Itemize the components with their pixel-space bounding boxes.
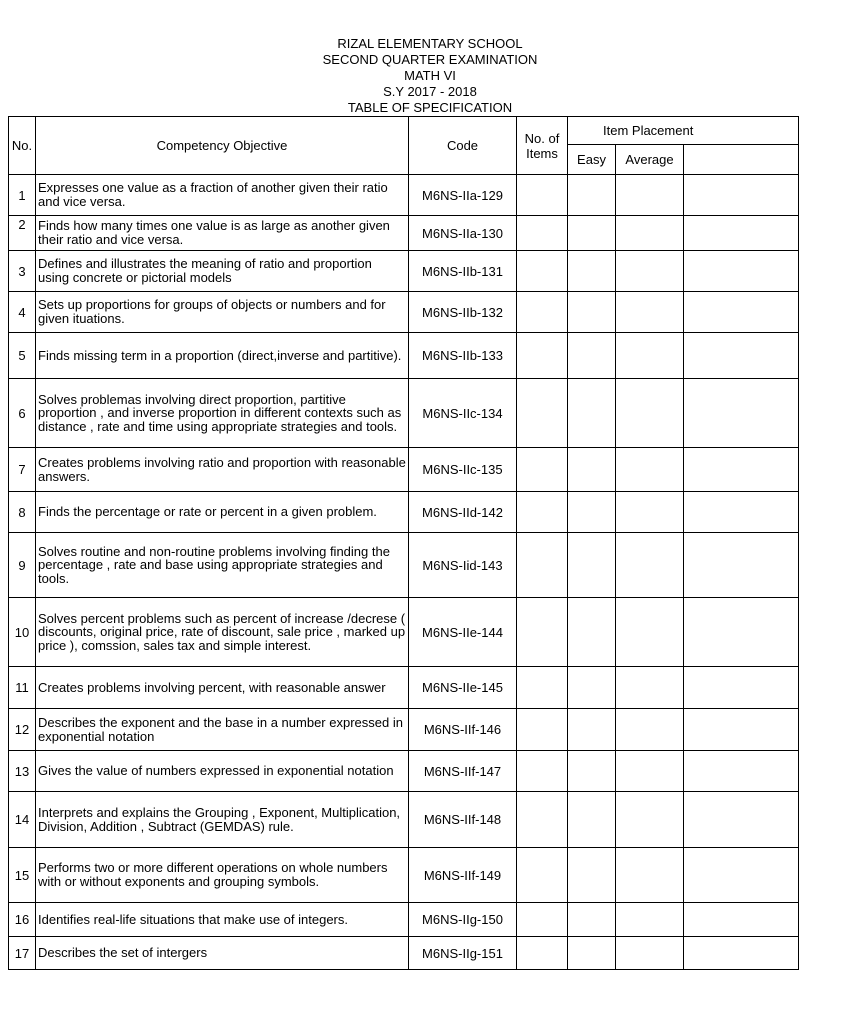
row-number: 1 xyxy=(9,175,36,216)
average-cell xyxy=(616,751,684,792)
items-cell xyxy=(517,903,568,937)
school-name: RIZAL ELEMENTARY SCHOOL xyxy=(337,36,523,51)
difficult-cell xyxy=(684,333,799,379)
difficult-cell xyxy=(684,667,799,709)
table-row xyxy=(9,292,799,333)
row-number: 15 xyxy=(9,848,36,903)
code-cell: M6NS-IIf-146 xyxy=(409,709,517,751)
code-cell: M6NS-IIb-133 xyxy=(409,333,517,379)
competency-cell: Interprets and explains the Grouping , Exponent, Multiplication, Division, Addition , Subtract (GEMDAS) rule. xyxy=(36,792,409,848)
easy-cell xyxy=(568,448,616,492)
items-cell xyxy=(517,216,568,251)
items-cell xyxy=(517,598,568,667)
row-number: 11 xyxy=(9,667,36,709)
code-cell: M6NS-IIb-132 xyxy=(409,292,517,333)
items-cell xyxy=(517,751,568,792)
competency-cell: Solves percent problems such as percent of increase /decrese ( discounts, original price, rate of discount, sale price , marked up price ), comssion, sales tax and simple interest. xyxy=(36,598,409,667)
difficult-cell xyxy=(684,216,799,251)
code-cell: M6NS-Iid-143 xyxy=(409,533,517,598)
average-cell xyxy=(616,292,684,333)
exam-title: SECOND QUARTER EXAMINATION xyxy=(322,52,538,67)
items-cell xyxy=(517,292,568,333)
code-cell: M6NS-IIe-144 xyxy=(409,598,517,667)
difficult-cell xyxy=(684,292,799,333)
col-header-average: Average xyxy=(616,145,684,175)
row-number: 13 xyxy=(9,751,36,792)
table-row xyxy=(9,598,799,667)
items-cell xyxy=(517,709,568,751)
table-row xyxy=(9,937,799,970)
col-header-items: No. of Items xyxy=(517,117,568,175)
difficult-cell xyxy=(684,379,799,448)
average-cell xyxy=(616,937,684,970)
row-number: 9 xyxy=(9,533,36,598)
easy-cell xyxy=(568,751,616,792)
average-cell xyxy=(616,667,684,709)
row-number: 10 xyxy=(9,598,36,667)
specification-table xyxy=(8,116,799,970)
items-cell xyxy=(517,492,568,533)
average-cell xyxy=(616,848,684,903)
table-row xyxy=(9,751,799,792)
row-number: 17 xyxy=(9,937,36,970)
easy-cell xyxy=(568,667,616,709)
average-cell xyxy=(616,598,684,667)
specification-rows xyxy=(9,175,799,970)
average-cell xyxy=(616,379,684,448)
average-cell xyxy=(616,175,684,216)
items-cell xyxy=(517,533,568,598)
col-header-placement: Item Placement xyxy=(568,117,799,145)
competency-cell: Defines and illustrates the meaning of ratio and proportion using concrete or pictorial models xyxy=(36,251,409,292)
competency-cell: Expresses one value as a fraction of another given their ratio and vice versa. xyxy=(36,175,409,216)
difficult-cell xyxy=(684,792,799,848)
table-row xyxy=(9,448,799,492)
easy-cell xyxy=(568,709,616,751)
average-cell xyxy=(616,216,684,251)
table-row xyxy=(9,175,799,216)
items-cell xyxy=(517,379,568,448)
col-header-code: Code xyxy=(409,117,517,175)
table-row xyxy=(9,848,799,903)
competency-cell: Sets up proportions for groups of objects or numbers and for given ituations. xyxy=(36,292,409,333)
average-cell xyxy=(616,792,684,848)
code-cell: M6NS-IIg-150 xyxy=(409,903,517,937)
table-row xyxy=(9,216,799,251)
easy-cell xyxy=(568,216,616,251)
col-header-no: No. xyxy=(9,117,36,175)
row-number: 3 xyxy=(9,251,36,292)
easy-cell xyxy=(568,533,616,598)
code-cell: M6NS-IIf-149 xyxy=(409,848,517,903)
average-cell xyxy=(616,903,684,937)
difficult-cell xyxy=(684,937,799,970)
items-cell xyxy=(517,937,568,970)
difficult-cell xyxy=(684,903,799,937)
average-cell xyxy=(616,709,684,751)
competency-cell: Finds how many times one value is as large as another given their ratio and vice versa. xyxy=(36,216,409,251)
easy-cell xyxy=(568,598,616,667)
competency-cell: Describes the exponent and the base in a number expressed in exponential notation xyxy=(36,709,409,751)
easy-cell xyxy=(568,292,616,333)
code-cell: M6NS-IIb-131 xyxy=(409,251,517,292)
code-cell: M6NS-IIa-130 xyxy=(409,216,517,251)
difficult-cell xyxy=(684,175,799,216)
competency-cell: Gives the value of numbers expressed in exponential notation xyxy=(36,751,409,792)
average-cell xyxy=(616,333,684,379)
col-header-competency: Competency Objective xyxy=(36,117,409,175)
row-number: 6 xyxy=(9,379,36,448)
specification-sheet xyxy=(8,116,694,968)
table-row xyxy=(9,903,799,937)
row-number: 12 xyxy=(9,709,36,751)
table-row xyxy=(9,709,799,751)
col-header-easy: Easy xyxy=(568,145,616,175)
code-cell: M6NS-IId-142 xyxy=(409,492,517,533)
difficult-cell xyxy=(684,598,799,667)
easy-cell xyxy=(568,251,616,292)
easy-cell xyxy=(568,848,616,903)
subject-title: MATH VI xyxy=(404,68,456,83)
table-row xyxy=(9,792,799,848)
table-row xyxy=(9,379,799,448)
competency-cell: Solves problemas involving direct proportion, partitive proportion , and inverse proportion in different contexts such as distance , rate and time using appropriate strategies and tools. xyxy=(36,379,409,448)
code-cell: M6NS-IIg-151 xyxy=(409,937,517,970)
school-year: S.Y 2017 - 2018 xyxy=(383,84,477,99)
competency-cell: Finds missing term in a proportion (direct,inverse and partitive). xyxy=(36,333,409,379)
average-cell xyxy=(616,492,684,533)
items-cell xyxy=(517,175,568,216)
row-number: 5 xyxy=(9,333,36,379)
difficult-cell xyxy=(684,251,799,292)
row-number: 2 xyxy=(9,216,36,251)
difficult-cell xyxy=(684,709,799,751)
competency-cell: Performs two or more different operations on whole numbers with or without exponents and grouping symbols. xyxy=(36,848,409,903)
row-number: 4 xyxy=(9,292,36,333)
easy-cell xyxy=(568,333,616,379)
easy-cell xyxy=(568,903,616,937)
difficult-cell xyxy=(684,492,799,533)
items-cell xyxy=(517,448,568,492)
document-title: TABLE OF SPECIFICATION xyxy=(347,100,513,115)
table-row xyxy=(9,533,799,598)
code-cell: M6NS-IIe-145 xyxy=(409,667,517,709)
easy-cell xyxy=(568,792,616,848)
items-cell xyxy=(517,333,568,379)
easy-cell xyxy=(568,492,616,533)
document-header xyxy=(0,36,860,116)
table-row xyxy=(9,333,799,379)
code-cell: M6NS-IIc-135 xyxy=(409,448,517,492)
row-number: 8 xyxy=(9,492,36,533)
competency-cell: Solves routine and non-routine problems involving finding the percentage , rate and base using appropriate strategies and tools. xyxy=(36,533,409,598)
table-row xyxy=(9,667,799,709)
row-number: 16 xyxy=(9,903,36,937)
easy-cell xyxy=(568,937,616,970)
code-cell: M6NS-IIa-129 xyxy=(409,175,517,216)
items-cell xyxy=(517,792,568,848)
difficult-cell xyxy=(684,848,799,903)
row-number: 14 xyxy=(9,792,36,848)
difficult-cell xyxy=(684,751,799,792)
average-cell xyxy=(616,448,684,492)
competency-cell: Identifies real-life situations that make use of integers. xyxy=(36,903,409,937)
code-cell: M6NS-IIf-147 xyxy=(409,751,517,792)
items-cell xyxy=(517,667,568,709)
average-cell xyxy=(616,533,684,598)
competency-cell: Creates problems involving ratio and proportion with reasonable answers. xyxy=(36,448,409,492)
code-cell: M6NS-IIc-134 xyxy=(409,379,517,448)
items-cell xyxy=(517,848,568,903)
row-number: 7 xyxy=(9,448,36,492)
competency-cell: Finds the percentage or rate or percent in a given problem. xyxy=(36,492,409,533)
col-header-difficult xyxy=(684,145,799,175)
easy-cell xyxy=(568,175,616,216)
average-cell xyxy=(616,251,684,292)
difficult-cell xyxy=(684,448,799,492)
table-row xyxy=(9,251,799,292)
code-cell: M6NS-IIf-148 xyxy=(409,792,517,848)
competency-cell: Describes the set of intergers xyxy=(36,937,409,970)
easy-cell xyxy=(568,379,616,448)
difficult-cell xyxy=(684,533,799,598)
table-row xyxy=(9,492,799,533)
items-cell xyxy=(517,251,568,292)
competency-cell: Creates problems involving percent, with reasonable answer xyxy=(36,667,409,709)
